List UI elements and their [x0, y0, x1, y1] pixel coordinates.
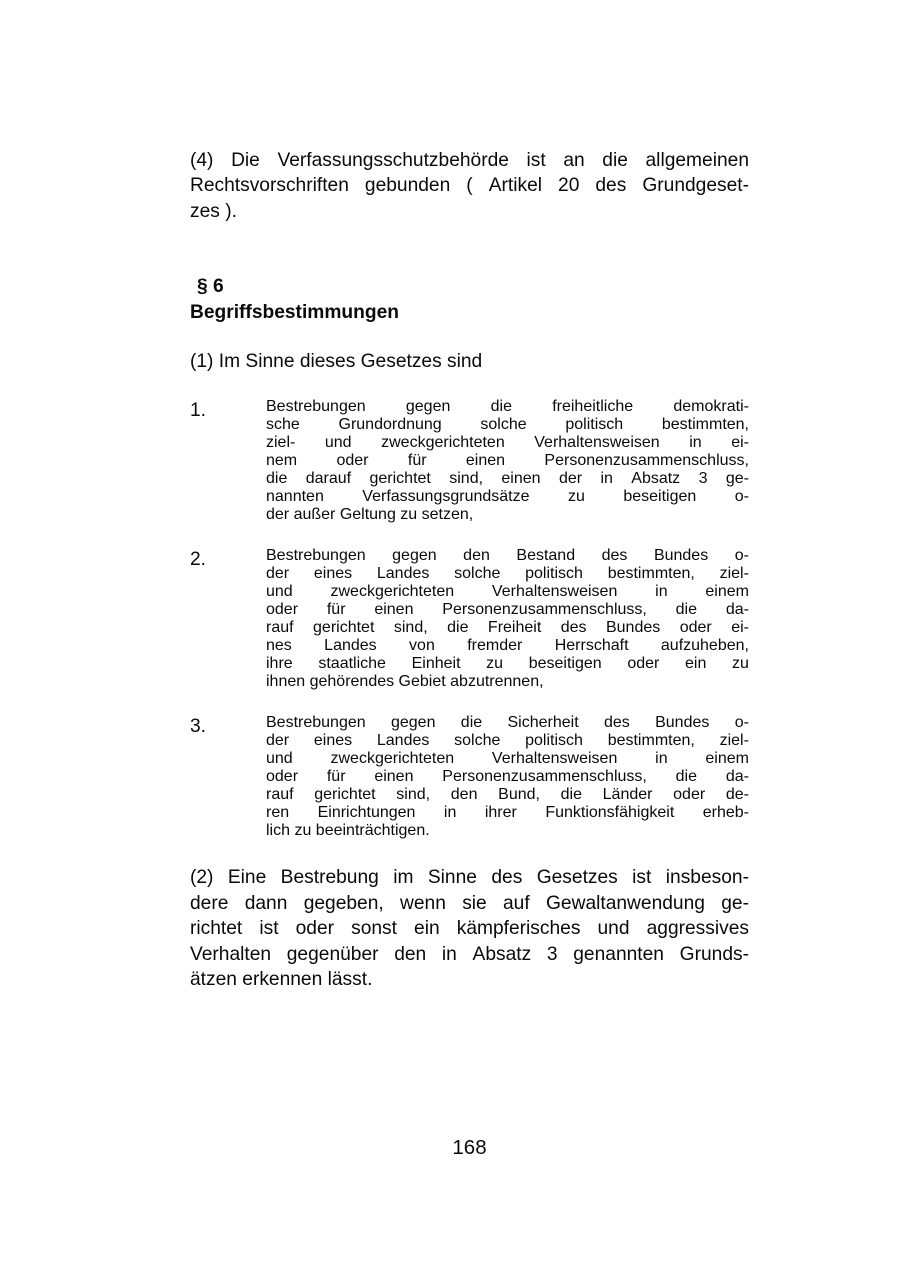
text-word: und	[266, 583, 293, 601]
text-line	[266, 398, 749, 416]
text-line	[266, 416, 749, 434]
text-word: einem	[705, 583, 749, 601]
text-word: Sinne	[427, 867, 477, 889]
text-line	[266, 452, 749, 470]
text-word: und	[597, 918, 630, 940]
text-word: von	[409, 637, 435, 655]
text-word: des	[560, 619, 587, 637]
text-word: oder	[336, 452, 369, 470]
text-word: Personenzusammenschluss,	[442, 768, 647, 786]
text-word: oder	[295, 918, 335, 940]
text-word: Landes	[376, 565, 430, 583]
text-word: ziel-	[719, 565, 749, 583]
text-word: Gesetzes	[536, 867, 618, 889]
text-word: Eine	[227, 867, 267, 889]
text-word: in	[655, 750, 668, 768]
text-word: gegen	[390, 714, 436, 732]
text-word: Grundgeset-	[642, 175, 749, 197]
text-word: Bund,	[498, 786, 540, 804]
text-line: (1) Im Sinne dieses Gesetzes sind	[190, 351, 483, 373]
text-word: gerichtet	[369, 470, 431, 488]
text-line	[266, 804, 749, 822]
text-word: Herrschaft	[554, 637, 629, 655]
text-line	[266, 732, 749, 750]
text-word: nannten	[266, 488, 324, 506]
page-content	[190, 148, 749, 992]
text-word: in	[689, 434, 702, 452]
text-word: Landes	[376, 732, 430, 750]
text-word: ist	[526, 150, 546, 171]
text-word: Gewaltanwendung	[546, 892, 705, 914]
text-word: Verhaltensweisen	[534, 434, 660, 452]
text-word: allgemeinen	[645, 150, 749, 171]
text-word: (4)	[190, 150, 214, 171]
text-word: im	[393, 867, 414, 889]
list-item	[190, 547, 749, 691]
text-word: Verhalten	[190, 943, 272, 965]
text-word: oder	[266, 601, 299, 619]
text-line	[266, 786, 749, 804]
text-word: Bundes	[605, 619, 661, 637]
text-line	[190, 891, 749, 916]
text-word: Absatz	[631, 470, 681, 488]
text-word: Personenzusammenschluss,	[544, 452, 749, 470]
text-word: einen	[374, 601, 414, 619]
text-word: beseitigen	[623, 488, 697, 506]
text-word: ein	[414, 918, 440, 940]
text-word: den	[394, 943, 427, 965]
text-word: für	[326, 768, 346, 786]
text-word: 3	[698, 470, 708, 488]
list-item-text	[266, 547, 749, 691]
text-word: 20	[558, 175, 580, 197]
text-word: ge-	[721, 892, 749, 914]
text-word: in	[443, 804, 457, 822]
text-word: zweckgerichteten	[381, 434, 505, 452]
spacer	[190, 840, 749, 865]
text-word: auf	[503, 892, 530, 914]
text-line: der außer Geltung zu setzen,	[266, 506, 474, 524]
text-word: bestimmten,	[607, 565, 695, 583]
text-word: o-	[734, 714, 749, 732]
text-word: Absatz	[472, 943, 532, 965]
text-word: sie	[462, 892, 487, 914]
text-word: bestimmten,	[661, 416, 749, 434]
text-word: des	[601, 547, 628, 565]
text-word: Bestrebungen	[266, 398, 366, 416]
text-word: zweckgerichteten	[330, 750, 455, 768]
paragraph-absatz-2	[190, 865, 749, 992]
text-word: den	[463, 547, 490, 565]
text-word: des	[603, 714, 630, 732]
text-word: die	[675, 768, 698, 786]
list-item	[190, 398, 749, 524]
text-word: Funktionsfähigkeit	[545, 804, 675, 822]
section-heading	[190, 274, 749, 325]
text-line	[266, 565, 749, 583]
text-line	[266, 750, 749, 768]
text-line	[266, 637, 749, 655]
text-word: politisch	[525, 565, 583, 583]
text-word: nes	[266, 637, 292, 655]
text-word: gegenüber	[286, 943, 379, 965]
text-word: Bundes	[655, 714, 710, 732]
text-word: sche	[266, 416, 300, 434]
text-line	[266, 583, 749, 601]
text-word: die	[602, 150, 628, 171]
text-word: oder	[266, 768, 299, 786]
text-word: ziel-	[719, 732, 749, 750]
text-word: aggressives	[646, 918, 749, 940]
text-word: nem	[266, 452, 298, 470]
section-title: Begriffsbestimmungen	[190, 301, 399, 323]
text-word: dere	[190, 892, 229, 914]
text-word: beseitigen	[528, 655, 602, 673]
text-word: rauf	[266, 786, 294, 804]
text-line	[266, 470, 749, 488]
text-word: gerichtet	[314, 786, 376, 804]
text-word: genannten	[573, 943, 664, 965]
text-word: zu	[486, 655, 504, 673]
text-word: Grundordnung	[338, 416, 442, 434]
text-word: Einheit	[411, 655, 461, 673]
text-word: des	[595, 175, 627, 197]
paragraph-absatz-2-lines	[190, 865, 749, 992]
text-line: ätzen erkennen lässt.	[190, 969, 373, 991]
text-word: oder	[673, 786, 706, 804]
text-word: freiheitliche	[552, 398, 634, 416]
text-word: Bestand	[516, 547, 576, 565]
list-item-lines	[266, 547, 749, 691]
text-word: einen	[465, 452, 506, 470]
text-word: ihrer	[484, 804, 517, 822]
text-word: ren	[266, 804, 290, 822]
text-line	[190, 148, 749, 173]
text-word: aufzuheben,	[660, 637, 749, 655]
paragraph-absatz-1-intro-lines	[190, 349, 749, 374]
text-word: Sicherheit	[507, 714, 579, 732]
text-word: Die	[231, 150, 260, 171]
text-word: Verhaltensweisen	[491, 583, 618, 601]
text-line	[266, 488, 749, 506]
text-line	[266, 601, 749, 619]
text-word: politisch	[565, 416, 624, 434]
text-word: bestimmten,	[607, 732, 695, 750]
text-word: ein	[685, 655, 707, 673]
text-line	[190, 173, 749, 198]
text-word: eines	[313, 732, 353, 750]
spacer	[190, 691, 749, 714]
text-word: darauf	[305, 470, 352, 488]
text-word: Länder	[602, 786, 653, 804]
text-word: Bestrebung	[280, 867, 379, 889]
text-word: Verfassungsschutzbehörde	[277, 150, 509, 171]
list-item-marker: 2.	[190, 549, 207, 571]
spacer	[190, 524, 749, 547]
text-word: solche	[454, 732, 501, 750]
text-word: sind,	[393, 619, 428, 637]
text-word: insbeson-	[665, 867, 749, 889]
text-word: eines	[313, 565, 353, 583]
text-line: ihnen gehörendes Gebiet abzutrennen,	[266, 673, 544, 691]
text-line	[266, 714, 749, 732]
text-word: Bestrebungen	[266, 714, 366, 732]
text-word: gegen	[405, 398, 451, 416]
text-word: Rechtsvorschriften	[190, 175, 349, 197]
text-word: Grunds-	[679, 943, 749, 965]
text-line	[190, 916, 749, 941]
text-word: des	[491, 867, 523, 889]
spacer	[190, 224, 749, 249]
text-word: Einrichtungen	[317, 804, 416, 822]
text-word: o-	[734, 488, 749, 506]
text-word: in	[441, 943, 457, 965]
text-word: wenn	[400, 892, 446, 914]
text-word: o-	[734, 547, 749, 565]
text-word: staatliche	[318, 655, 386, 673]
text-word: zu	[732, 655, 749, 673]
text-word: die	[266, 470, 288, 488]
text-word: solche	[454, 565, 501, 583]
text-word: (2)	[190, 867, 214, 889]
text-word: oder	[627, 655, 660, 673]
text-line	[190, 865, 749, 890]
text-word: einen	[374, 768, 414, 786]
text-word: de-	[725, 786, 749, 804]
text-word: gegen	[392, 547, 437, 565]
list-item-text	[266, 714, 749, 840]
text-word: 3	[546, 943, 558, 965]
text-word: ist	[259, 918, 279, 940]
text-word: für	[326, 601, 346, 619]
text-word: richtet	[190, 918, 243, 940]
text-word: da-	[725, 601, 749, 619]
text-line	[266, 655, 749, 673]
text-word: Bundes	[653, 547, 709, 565]
text-word: gebunden	[364, 175, 451, 197]
text-word: sonst	[351, 918, 397, 940]
text-word: sind,	[449, 470, 484, 488]
list-item-text	[266, 398, 749, 524]
text-word: und	[324, 434, 352, 452]
list-item-lines	[266, 714, 749, 840]
paragraph-absatz-1-intro	[190, 349, 749, 374]
list-item-marker: 3.	[190, 716, 207, 738]
text-word: ziel-	[266, 434, 296, 452]
text-word: fremder	[467, 637, 523, 655]
text-word: an	[563, 150, 585, 171]
text-word: sind,	[396, 786, 431, 804]
text-word: gegeben,	[303, 892, 384, 914]
text-line	[190, 942, 749, 967]
text-word: Verhaltensweisen	[491, 750, 618, 768]
text-line	[266, 547, 749, 565]
text-word: politisch	[525, 732, 583, 750]
list-item-marker: 1.	[190, 400, 207, 422]
spacer	[190, 374, 749, 398]
text-word: Artikel	[488, 175, 543, 197]
text-word: erheb-	[702, 804, 749, 822]
text-word: die	[447, 619, 469, 637]
text-word: einem	[705, 750, 749, 768]
text-word: Landes	[324, 637, 377, 655]
text-word: dann	[244, 892, 288, 914]
text-word: der	[266, 565, 290, 583]
text-word: ihre	[266, 655, 293, 673]
text-word: Verfassungsgrundsätze	[362, 488, 530, 506]
text-word: zweckgerichteten	[330, 583, 455, 601]
text-line	[266, 434, 749, 452]
text-word: oder	[679, 619, 712, 637]
text-word: in	[600, 470, 613, 488]
text-word: für	[407, 452, 427, 470]
text-word: ei-	[731, 434, 749, 452]
text-word: den	[450, 786, 478, 804]
text-word: demokrati-	[673, 398, 749, 416]
text-word: rauf	[266, 619, 294, 637]
text-line: lich zu beeinträchtigen.	[266, 822, 430, 840]
text-word: die	[490, 398, 512, 416]
text-word: Freiheit	[487, 619, 542, 637]
text-line: zes ).	[190, 200, 237, 222]
text-word: solche	[480, 416, 527, 434]
text-word: in	[655, 583, 668, 601]
paragraph-absatz-4-lines	[190, 148, 749, 224]
text-word: da-	[725, 768, 749, 786]
list-item-lines	[266, 398, 749, 524]
text-word: kämpferisches	[456, 918, 581, 940]
text-word: gerichtet	[313, 619, 375, 637]
text-word: die	[560, 786, 582, 804]
text-word: ist	[632, 867, 652, 889]
list-item	[190, 714, 749, 840]
page-number: 168	[452, 1136, 487, 1159]
paragraph-absatz-4	[190, 148, 749, 224]
text-line	[266, 768, 749, 786]
text-word: und	[266, 750, 293, 768]
text-word: zu	[567, 488, 585, 506]
text-word: ei-	[731, 619, 749, 637]
text-word: Personenzusammenschluss,	[442, 601, 647, 619]
text-word: (	[466, 175, 473, 197]
spacer	[190, 325, 749, 349]
text-word: die	[675, 601, 698, 619]
text-word: der	[558, 470, 583, 488]
text-word: ge-	[725, 470, 749, 488]
text-word: der	[266, 732, 290, 750]
section-symbol: § 6	[197, 276, 224, 298]
text-word: Bestrebungen	[266, 547, 366, 565]
text-line	[266, 619, 749, 637]
text-word: einen	[501, 470, 541, 488]
text-word: die	[460, 714, 483, 732]
